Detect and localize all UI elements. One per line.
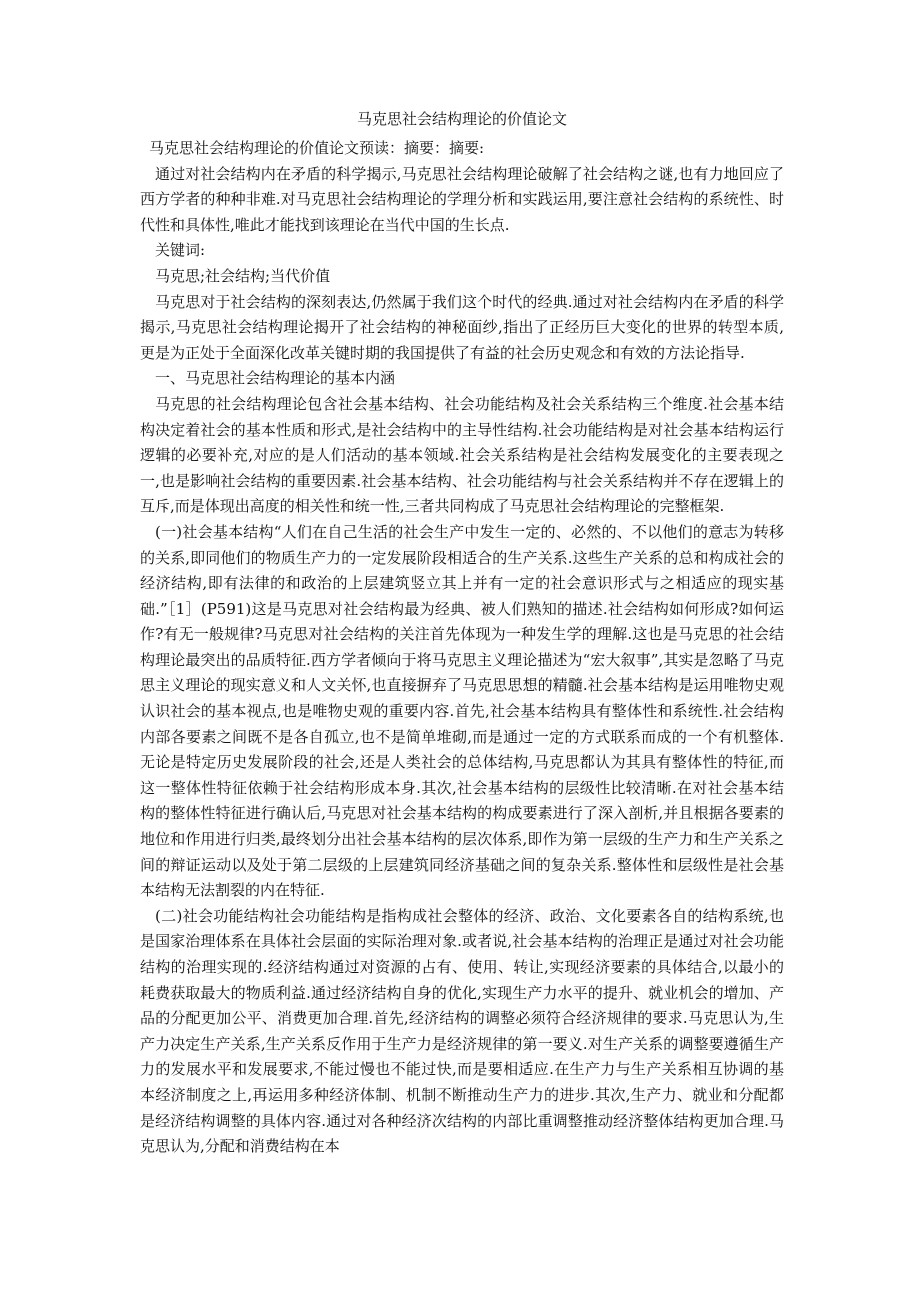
section-heading-1: 一、马克思社会结构理论的基本内涵 (155, 369, 396, 388)
body-paragraph: (二)社会功能结构社会功能结构是指构成社会整体的经济、政治、文化要素各自的结构系统,也是国家治理体系在具体社会层面的实际治理对象.或者说,社会基本结构的治理正是通过对社会功能结构的治理实现的.经济结构通过对资源的占有、使用、转让,实现经济要素的具体结合,以最小的耗费获取最大的物质利益.通过经济结构自身的优化,实现生产力水平的提升、就业机会的增加、产品的分配更加公平、消费更加合理.首先,经济结构的调整必须符合经济规律的要求.马克思认为,生产力决定生产关系,生产关系反作用于生产力是经济规律的第一要义.对生产关系的调整要遵循生产力的发展水平和发展要求,不能过慢也不能过快,而是要相适应.在生产力与生产关系相互协调的基本经济制度之上,再运用多种经济体制、机制不断推动生产力的进步.其次,生产力、就业和分配都是经济结构调整的具体内容.通过对各种经济次结构的内部比重调整推动经济整体结构更加合理.马克思认为,分配和消费结构在本 (140, 906, 784, 1156)
intro-paragraph: 马克思对于社会结构的深刻表达,仍然属于我们这个时代的经典.通过对社会结构内在矛盾的科学揭示,马克思社会结构理论揭开了社会结构的神秘面纱,指出了正经历巨大变化的世界的转型本质,更是为正处于全面深化改革关键时期的我国提供了有益的社会历史观念和有效的方法论指导. (140, 292, 784, 362)
preview-line: 马克思社会结构理论的价值论文预读：摘要：摘要: (149, 139, 485, 157)
keywords-list: 马克思;社会结构;当代价值 (155, 266, 331, 285)
body-paragraph: (一)社会基本结构“人们在自己生活的社会生产中发生一定的、必然的、不以他们的意志为转移的关系,即同他们的物质生产力的一定发展阶段相适合的生产关系.这些生产关系的总和构成社会的经济结构,即有法律的和政治的上层建筑竖立其上并有一定的社会意识形式与之相适应的现实基础.”［1］(P591)这是马克思对社会结构最为经典、被人们熟知的描述.社会结构如何形成?如何运作?有无一般规律?马克思对社会结构的关注首先体现为一种发生学的理解.这也是马克思的社会结构理论最突出的品质特征.西方学者倾向于将马克思主义理论描述为“宏大叙事”,其实是忽略了马克思主义理论的现实意义和人文关怀,也直接摒弃了马克思思想的精髓.社会基本结构是运用唯物史观认识社会的基本视点,也是唯物史观的重要内容.首先,社会基本结构具有整体性和系统性.社会结构内部各要素之间既不是各自孤立,也不是简单堆砌,而是通过一定的方式联系而成的一个有机整体.无论是特定历史发展阶段的社会,还是人类社会的总体结构,马克思都认为其具有整体性的特征,而这一整体性特征依赖于社会结构形成本身.其次,社会基本结构的层级性比较清晰.在对社会基本结构的整体性特征进行确认后,马克思对社会基本结构的构成要素进行了深入剖析,并且根据各要素的地位和作用进行归类,最终划分出社会基本结构的层次体系,即作为第一层级的生产力和生产关系之间的辩证运动以及处于第二层级的上层建筑同经济基础之间的复杂关系.整体性和层级性是社会基本结构无法割裂的内在特征. (140, 522, 784, 900)
body-paragraph: 马克思的社会结构理论包含社会基本结构、社会功能结构及社会关系结构三个维度.社会基本结构决定着社会的基本性质和形式,是社会结构中的主导性结构.社会功能结构是对社会基本结构运行逻辑的必要补充,对应的是人们活动的基本领域.社会关系结构是社会结构发展变化的主要表现之一,也是影响社会结构的重要因素.社会基本结构、社会功能结构与社会关系结构并不存在逻辑上的互斥,而是体现出高度的相关性和统一性,三者共同构成了马克思社会结构理论的完整框架. (140, 394, 784, 516)
abstract-paragraph: 通过对社会结构内在矛盾的科学揭示,马克思社会结构理论破解了社会结构之谜,也有力地回应了西方学者的种种非难.对马克思社会结构理论的学理分析和实践运用,要注意社会结构的系统性、时代性和具体性,唯此才能找到该理论在当代中国的生长点. (140, 164, 784, 234)
document-page (140, 106, 784, 1160)
keywords-label: 关键词: (155, 241, 206, 260)
document-title: 马克思社会结构理论的价值论文 (356, 110, 567, 128)
